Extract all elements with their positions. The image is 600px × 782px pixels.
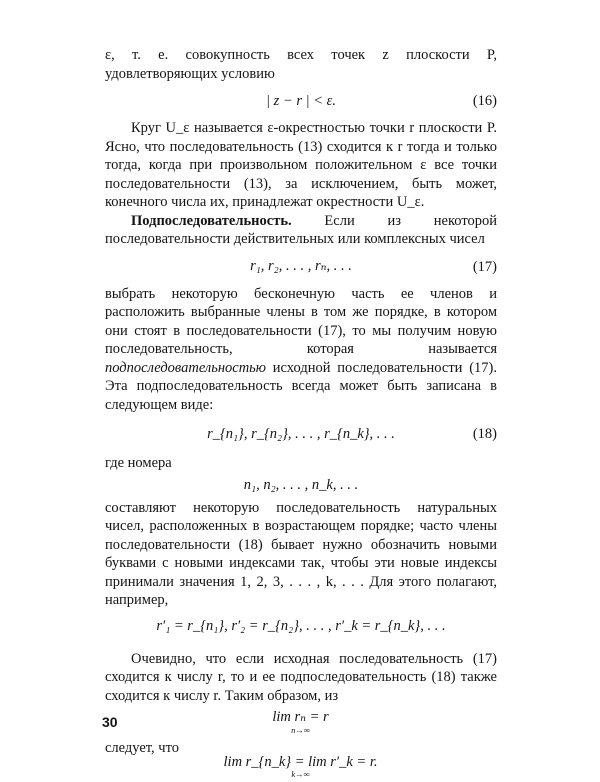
limit-2-subscript: k→∞	[291, 769, 310, 779]
equation-18	[105, 414, 497, 454]
term-subsequence: подпоследовательностью	[105, 359, 267, 376]
page-body	[105, 46, 497, 782]
paragraph-3-text: Если из некоторой последовательности действительных или комплексных чисел	[105, 212, 497, 247]
paragraph-1	[105, 46, 497, 83]
equation-16	[105, 83, 497, 119]
paragraph-4	[105, 285, 497, 415]
paragraph-1-text: ε, т. е. совокупность всех точек z плоскости P, удовлетворяющих условию	[105, 47, 497, 82]
paragraph-2-text: Круг U_ε называется ε-окрестностью точки r плоскости P. Ясно, что последовательность (13) сходится к r тогда и только тогда, когда при произвольном положительном ε все точки последовательности (13), за исключением, быть может, конечного числа их, принадлежат окрестности U_ε.	[105, 120, 497, 210]
paragraph-6	[105, 499, 497, 610]
page-number: 30	[102, 714, 118, 730]
equation-18-number: (18)	[472, 425, 497, 442]
equation-17	[105, 249, 497, 285]
equation-17-formula: r₁, r₂, . . . , rₙ, . . .	[250, 258, 352, 275]
limit-2-formula: lim r_{n_k} = lim r′_k = r.	[223, 753, 378, 770]
equation-substitution-formula: r′₁ = r_{n₁}, r′₂ = r_{n₂}, . . . , r′_k = r_{n_k}, . . .	[156, 618, 446, 635]
equation-18-formula: r_{n₁}, r_{n₂}, . . . , r_{n_k}, . . .	[207, 425, 395, 442]
limit-1	[272, 710, 328, 734]
equation-17-number: (17)	[472, 258, 497, 275]
section-heading-subsequence: Подпоследовательность.	[131, 212, 292, 229]
paragraph-5	[105, 454, 497, 473]
paragraph-2	[105, 119, 497, 212]
equation-limit-1	[105, 705, 497, 739]
equation-indices	[105, 473, 497, 499]
paragraph-5-text: где номера	[105, 455, 172, 471]
equation-indices-formula: n₁, n₂, . . . , n_k, . . .	[243, 477, 359, 494]
paragraph-7-text: Очевидно, что если исходная последовательность (17) сходится к числу r, то и ее подпоследовательность (18) также сходится к числу r. Таким образом, из	[105, 650, 497, 704]
paragraph-4-text-b: исходной последовательности (17). Эта подпоследовательность всегда может быть записана в следующем виде:	[105, 359, 497, 413]
limit-1-formula: lim rₙ = r	[272, 709, 329, 725]
limit-1-subscript: n→∞	[291, 724, 310, 735]
equation-limit-2	[105, 752, 497, 782]
paragraph-7	[105, 650, 497, 706]
equation-16-number: (16)	[472, 92, 497, 109]
paragraph-4-text-a: выбрать некоторую бесконечную часть ее членов и расположить выбранные члены в том же порядке, в котором они стоят в последовательности (17), то мы получим новую последовательность, которая называется	[105, 285, 497, 357]
paragraph-6-text: составляют некоторую последовательность натуральных чисел, расположенных в возрастающем порядке; часто члены последовательности (18) бывает нужно обозначить новыми буквами с новыми индексами так, чтобы эти новые индексы принимали значения 1, 2, 3, . . . , k, . . . Для этого полагают, например,	[105, 499, 497, 608]
paragraph-3	[105, 212, 497, 249]
equation-16-formula: | z − r | < ε.	[266, 92, 336, 109]
paragraph-8-text: следует, что	[105, 740, 179, 756]
limit-2	[224, 755, 378, 779]
equation-substitution	[105, 610, 497, 644]
